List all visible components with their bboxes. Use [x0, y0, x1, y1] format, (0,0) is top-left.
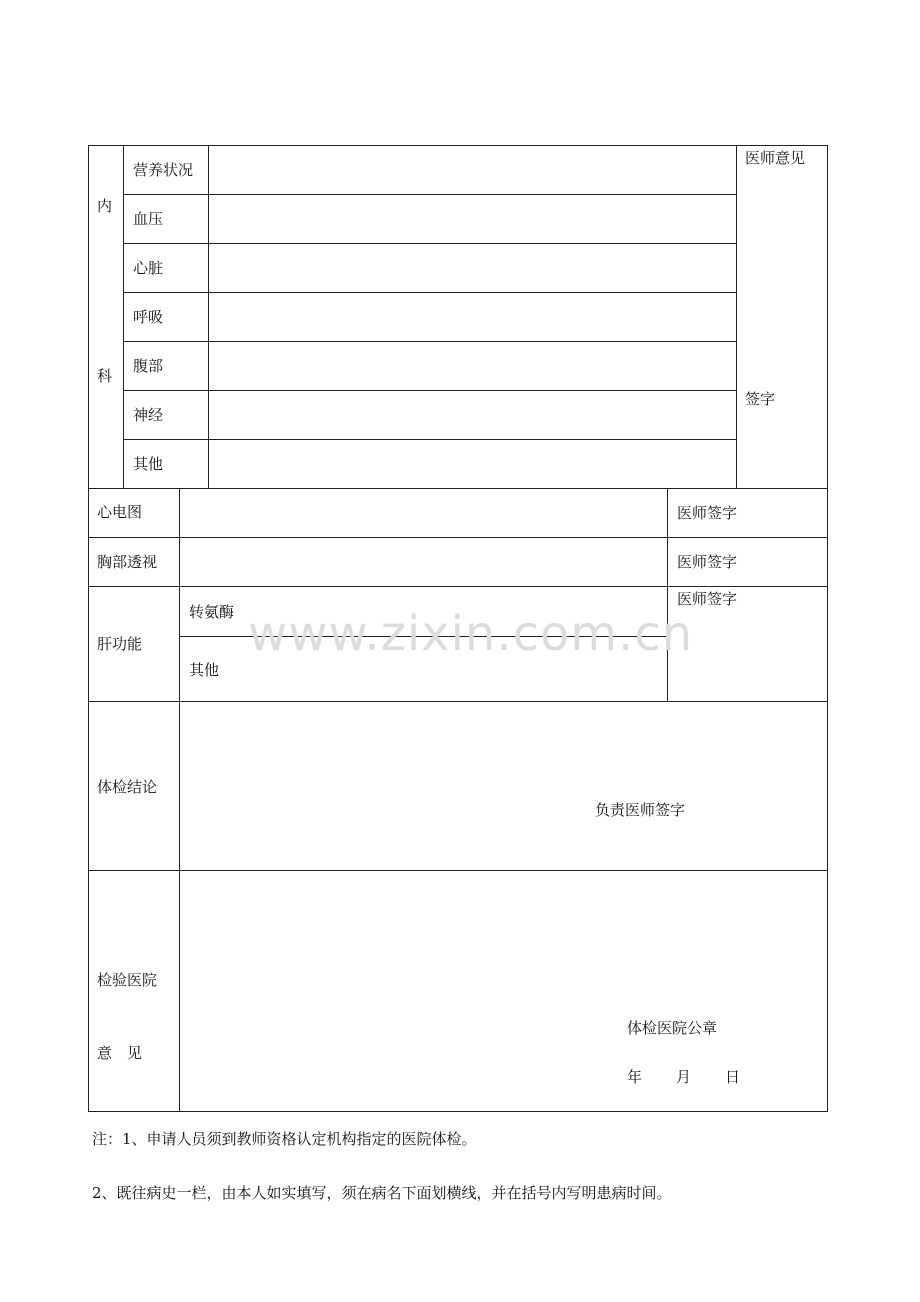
internal-medicine-row-divider	[123, 292, 736, 293]
internal-medicine-row-divider	[123, 439, 736, 440]
label-column-divider	[179, 488, 180, 1112]
signature-label: 签字	[745, 390, 776, 408]
date-year-label: 年	[627, 1068, 643, 1086]
liver-doctor-signature-label: 医师签字	[677, 590, 738, 608]
watermark: www.zixin.com.cn	[248, 606, 694, 662]
abdomen-label: 腹部	[133, 357, 164, 375]
nerve-label: 神经	[133, 406, 164, 424]
blood-pressure-label: 血压	[133, 210, 164, 228]
internal-medicine-label-divider	[208, 145, 209, 488]
respiration-label: 呼吸	[133, 308, 164, 326]
section-divider	[88, 488, 828, 489]
date-month-label: 月	[676, 1068, 692, 1086]
hospital-stamp-label: 体检医院公章	[627, 1019, 718, 1037]
note-1: 注：1、申请人员须到教师资格认定机构指定的医院体检。	[92, 1130, 477, 1148]
section-divider	[88, 586, 828, 587]
heart-label: 心脏	[133, 259, 164, 277]
chest-doctor-signature-label: 医师签字	[677, 553, 738, 571]
hospital-opinion-label-line1: 检验医院	[97, 971, 158, 989]
date-day-label: 日	[725, 1068, 741, 1086]
internal-medicine-label-top: 内	[97, 197, 113, 215]
internal-medicine-row-divider	[123, 194, 736, 195]
table-border-bottom	[88, 1111, 828, 1112]
other-label: 其他	[133, 455, 164, 473]
internal-medicine-row-divider	[123, 390, 736, 391]
conclusion-label: 体检结论	[97, 778, 158, 796]
table-border-right	[827, 145, 828, 1112]
hospital-opinion-label-line2: 意 见	[97, 1044, 143, 1062]
internal-medicine-row-divider	[123, 341, 736, 342]
internal-medicine-row-divider	[123, 243, 736, 244]
section-divider	[88, 870, 828, 871]
ecg-label: 心电图	[97, 503, 143, 521]
nutrition-label: 营养状况	[133, 161, 194, 179]
section-divider	[88, 701, 828, 702]
table-border-top	[88, 145, 828, 146]
responsible-doctor-signature-label: 负责医师签字	[595, 801, 686, 819]
ecg-doctor-signature-label: 医师签字	[677, 504, 738, 522]
liver-function-label: 肝功能	[97, 635, 143, 653]
internal-medicine-opinion-divider	[736, 145, 737, 488]
internal-medicine-col-divider	[123, 145, 124, 488]
table-border-left	[88, 145, 89, 1112]
signature-column-divider	[667, 488, 668, 701]
internal-medicine-label-bottom: 科	[97, 367, 113, 385]
liver-function-inner-divider	[179, 636, 667, 637]
chest-fluoroscopy-label: 胸部透视	[97, 553, 158, 571]
note-2: 2、既往病史一栏，由本人如实填写，须在病名下面划横线，并在括号内写明患病时间。	[92, 1184, 672, 1202]
liver-other-label: 其他	[189, 661, 220, 679]
transaminase-label: 转氨酶	[189, 603, 235, 621]
doctor-opinion-label: 医师意见	[745, 149, 806, 167]
section-divider	[88, 537, 828, 538]
